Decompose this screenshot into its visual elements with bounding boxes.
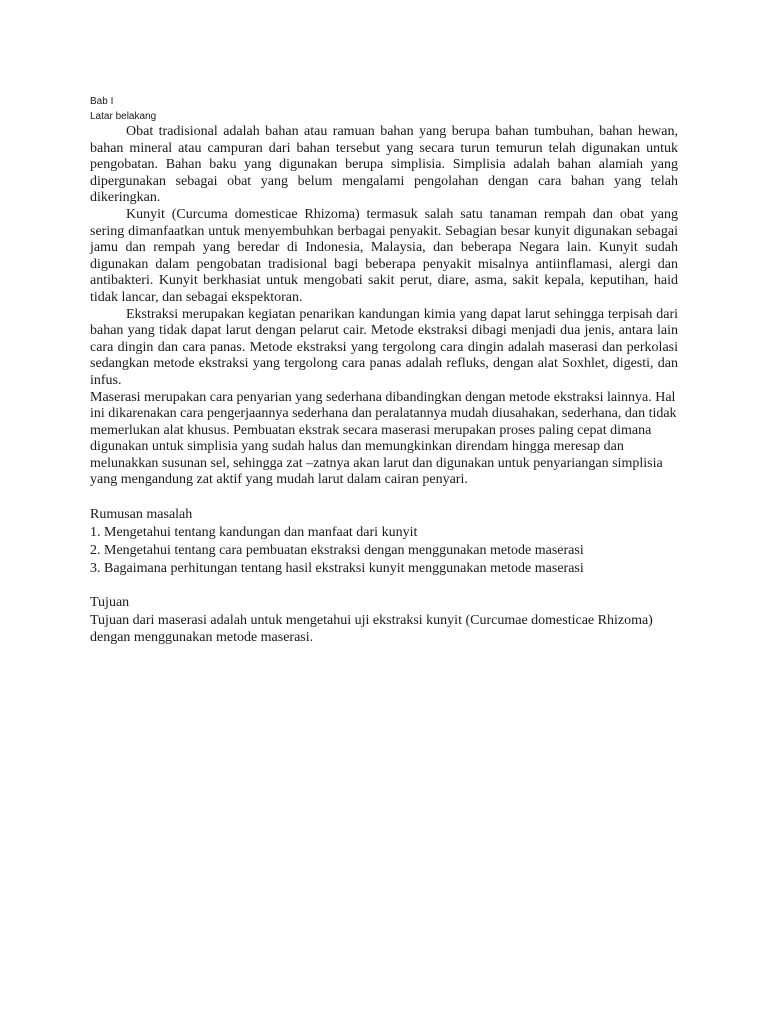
goal-text: Tujuan dari maserasi adalah untuk mengetahui uji ekstraksi kunyit (Curcumae domesticae Rhizoma) dengan menggunakan metode maserasi. (90, 613, 653, 646)
list-item: 1. Mengetahui tentang kandungan dan manfaat dari kunyit (90, 525, 418, 541)
list-item: 3. Bagaimana perhitungan tentang hasil ekstraksi kunyit menggunakan metode maserasi (90, 561, 584, 577)
problem-heading: Rumusan masalah (90, 507, 193, 523)
spacer (90, 578, 678, 594)
paragraph-turmeric: Kunyit (Curcuma domesticae Rhizoma) termasuk salah satu tanaman rempah dan obat yang sering dimanfaatkan untuk menyembuhkan berbagai penyakit. Sebagian besar kunyit digunakan sebagai jamu dan rempah yang beredar di Indonesia, Malaysia, dan beberapa Negara lain. Kunyit sudah digunakan dalam pengobatan tradisional bagi beberapa penyakit misalnya antiinflamasi, alergi dan antibakteri. Kunyit berkhasiat untuk mengobati sakit perut, diare, asma, sakit kepala, keputihan, haid tidak lancar, dan sebagai ekspektoran. (90, 206, 678, 305)
background-heading: Latar belakang (90, 111, 157, 122)
paragraph-maceration: Maserasi merupakan cara penyarian yang sederhana dibandingkan dengan metode ekstraksi lainnya. Hal ini dikarenakan cara pengerjaannya sederhana dan peralatannya mudah diusahakan, sederhana, dan tidak memerlukan alat khusus. Pembuatan ekstrak secara maserasi merupakan proses paling cepat dimana digunakan untuk simplisia yang sudah halus dan memungkinkan direndam hingga meresap dan melunakkan susunan sel, sehingga zat –zatnya akan larut dan digunakan untuk penyariangan simplisia yang mengandung zat aktif yang mudah larut dalam cairan penyari. (90, 389, 677, 488)
list-item: 2. Mengetahui tentang cara pembuatan ekstraksi dengan menggunakan metode maserasi (90, 543, 584, 559)
paragraph-extraction: Ekstraksi merupakan kegiatan penarikan kandungan kimia yang dapat larut sehingga terpisah dari bahan yang tidak dapat larut dengan pelarut cair. Metode ekstraksi dibagi menjadi dua jenis, antara lain cara dingin dan cara panas. Metode ekstraksi yang tergolong cara dingin adalah maserasi dan perkolasi sedangkan metode ekstraksi yang tergolong cara panas adalah refluks, dengan alat Soxhlet, digesti, dan infus. (90, 306, 678, 388)
problem-list (90, 524, 678, 578)
chapter-label: Bab I (90, 96, 114, 107)
document-page (90, 94, 678, 647)
paragraph-traditional-medicine: Obat tradisional adalah bahan atau ramuan bahan yang berupa bahan tumbuhan, bahan hewan, bahan mineral atau campuran dari bahan tersebut yang secara turun temurun telah digunakan untuk pengobatan. Bahan baku yang digunakan berupa simplisia. Simplisia adalah bahan alamiah yang dipergunakan sebagai obat yang belum mengalami pengolahan dengan cara bahan yang telah dikeringkan. (90, 124, 678, 206)
spacer (90, 489, 678, 506)
goal-heading: Tujuan (90, 595, 130, 611)
